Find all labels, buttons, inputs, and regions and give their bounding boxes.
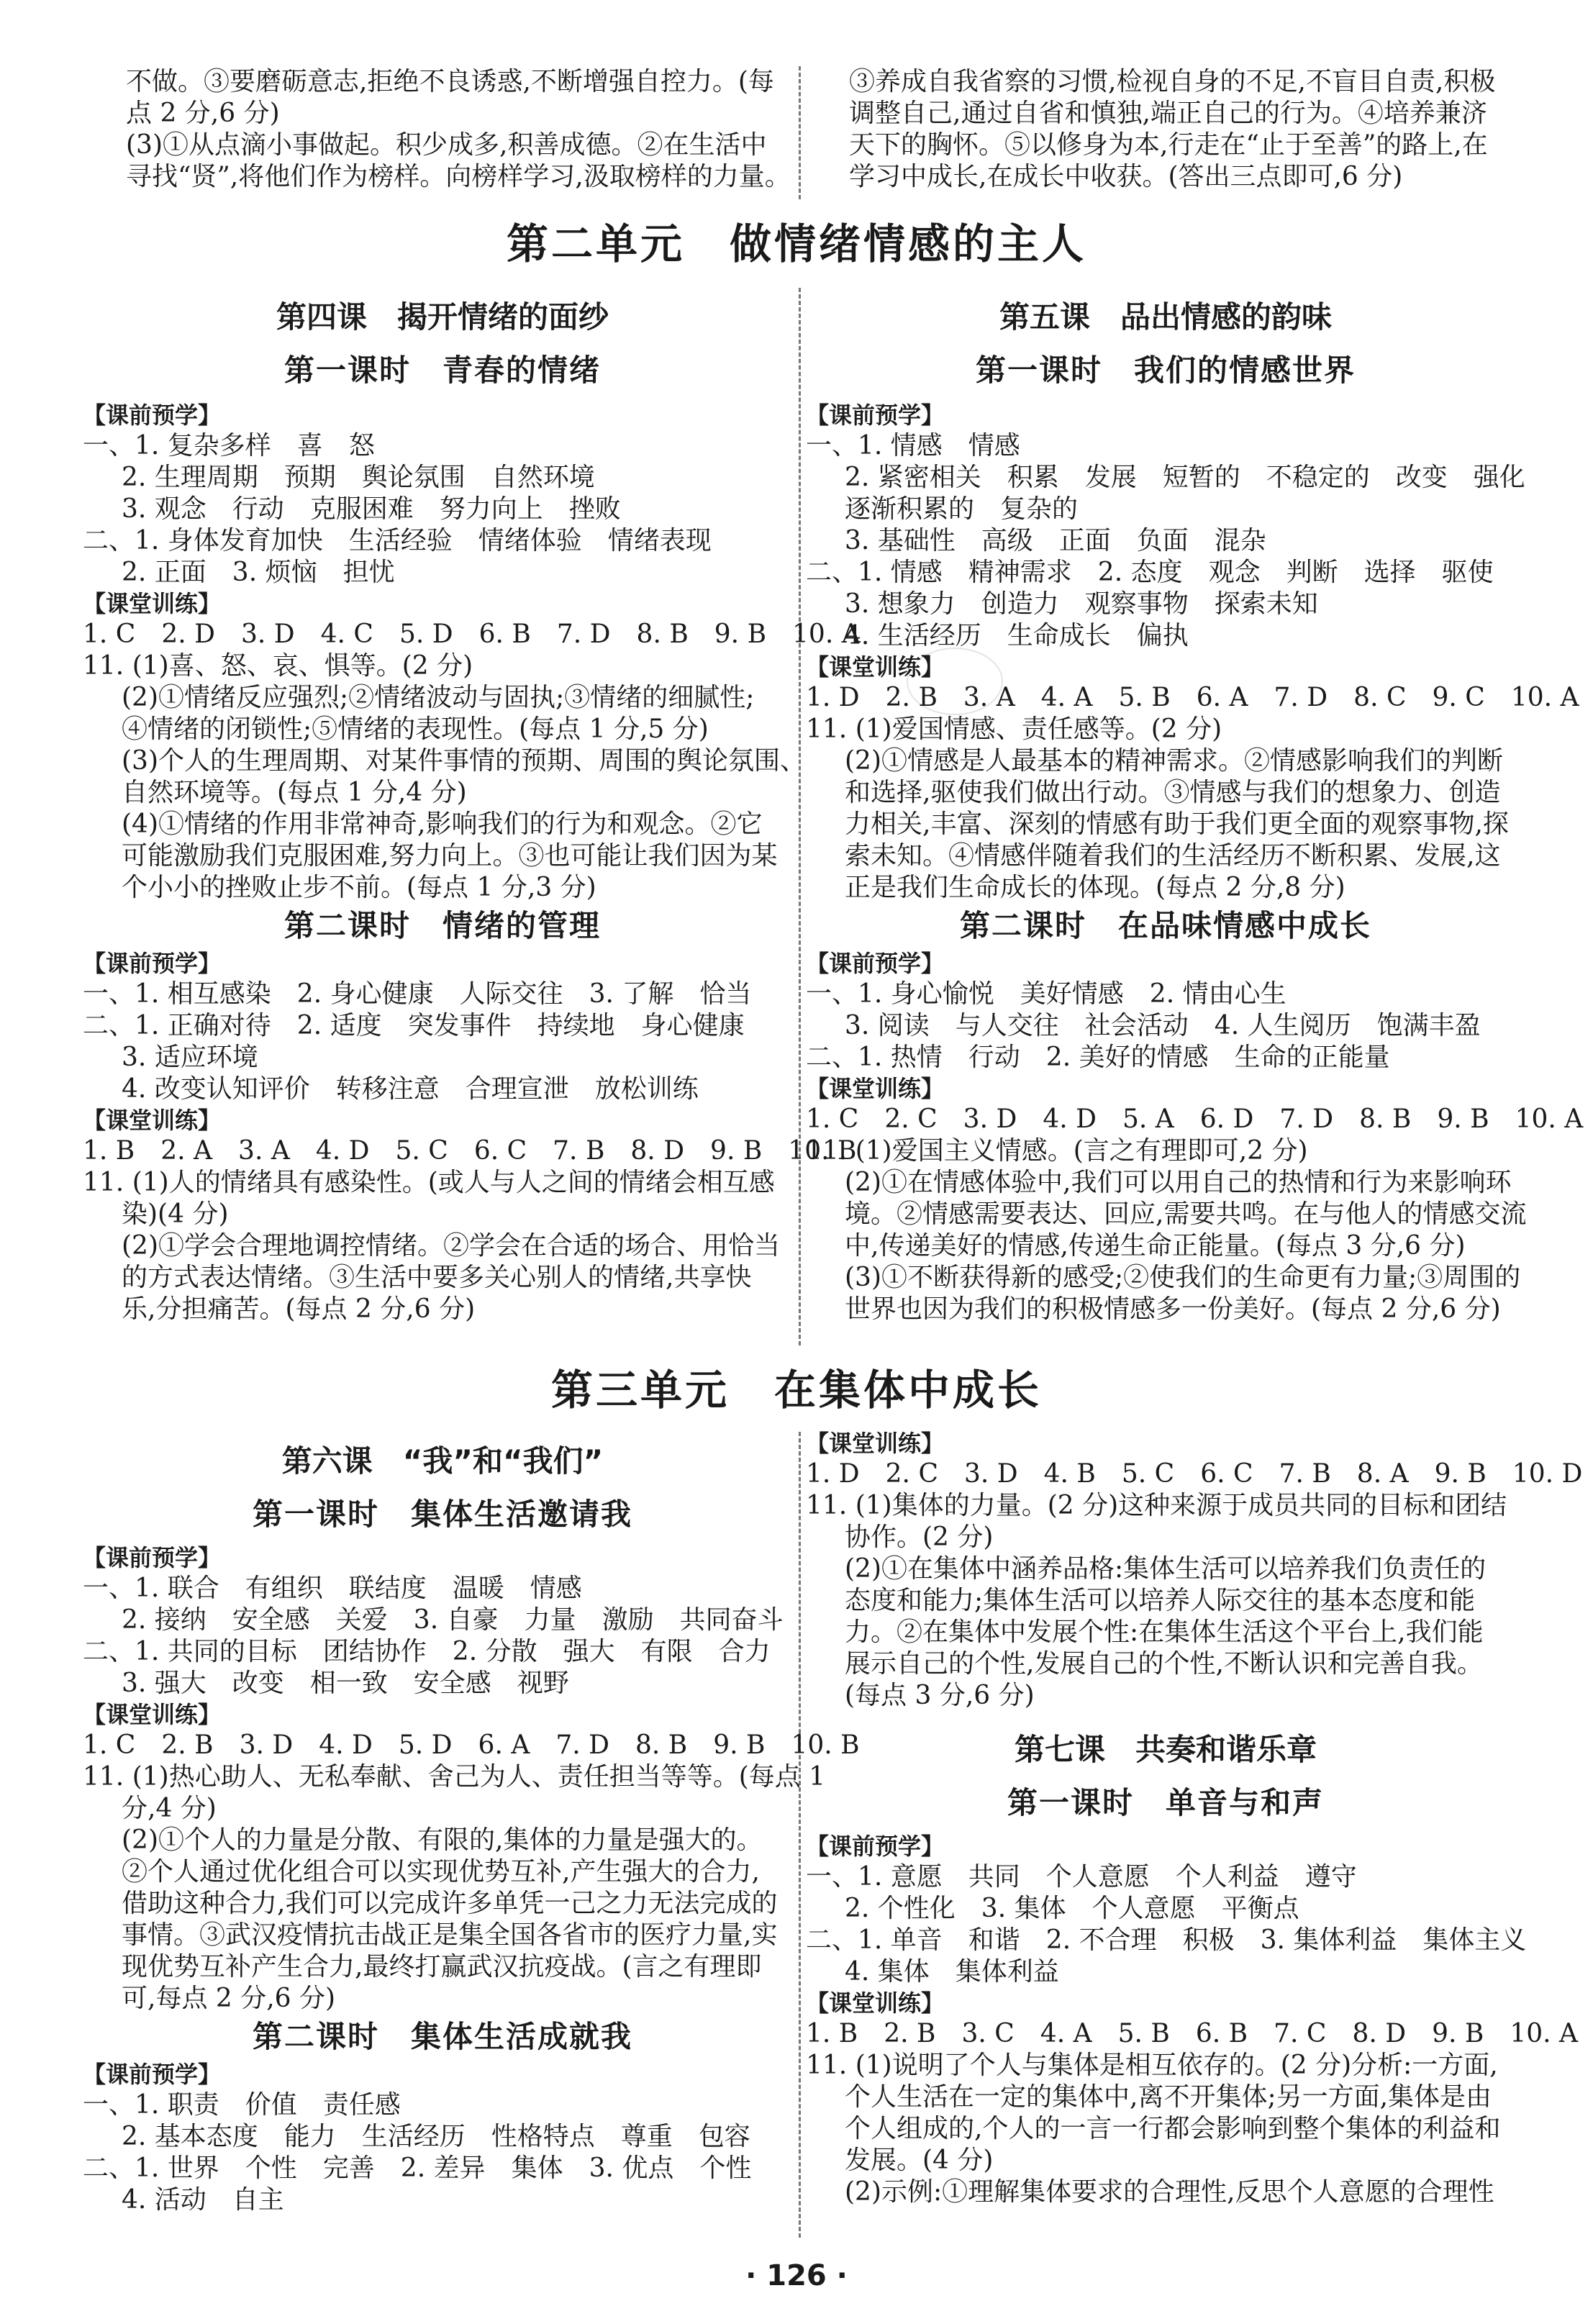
lesson-4-section: [83, 295, 861, 1325]
section-label: 【课前预学】: [83, 950, 222, 977]
text-line: 借助这种合力,我们可以完成许多单凭一己之力无法完成的: [122, 1889, 778, 1918]
section-label: 【课堂训练】: [83, 590, 222, 617]
text-line: (3)①不断获得新的感受;②使我们的生命更有力量;③周围的: [845, 1263, 1521, 1292]
text-line: 3. 适应环境: [122, 1043, 258, 1072]
text-line: (3)个人的生理周期、对某件事情的预期、周围的舆论氛围、: [122, 746, 806, 776]
text-line: 乐,分担痛苦。(每点 2 分,6 分): [122, 1294, 476, 1324]
text-line: 态度和能力;集体生活可以培养人际交往的基本态度和能: [845, 1586, 1476, 1615]
text-line: 2. 个性化 3. 集体 个人意愿 平衡点: [845, 1894, 1299, 1923]
period-title: 第二课时 情绪的管理: [283, 908, 601, 943]
text-line: 力相关,丰富、深刻的情感有助于我们更全面的观察事物,探: [845, 809, 1509, 839]
text-line: (2)①学会合理地调控情绪。②学会在合适的场合、用恰当: [122, 1231, 780, 1261]
text-line: 4. 活动 自主: [122, 2185, 284, 2215]
section-label: 【课堂训练】: [83, 1701, 222, 1728]
text-line: 自然环境等。(每点 1 分,4 分): [122, 778, 467, 807]
text-line: 二、1. 单音 和谐 2. 不合理 积极 3. 集体利益 集体主义: [806, 1925, 1527, 1955]
column-divider: [799, 66, 801, 199]
text-line: 正是我们生命成长的体现。(每点 2 分,8 分): [845, 873, 1345, 902]
text-line: 学习中成长,在成长中收获。(答出三点即可,6 分): [849, 162, 1403, 191]
lesson-title: 第五课 品出情感的韵味: [999, 299, 1332, 335]
answer-row: 1. C 2. D 3. D 4. C 5. D 6. B 7. D 8. B 9. B 10. A: [83, 619, 861, 649]
page-number: · 126 ·: [745, 2259, 848, 2292]
text-line: 3. 基础性 高级 正面 负面 混杂: [845, 526, 1266, 555]
text-line: (2)示例:①理解集体要求的合理性,反思个人意愿的合理性: [845, 2177, 1494, 2207]
text-line: 11. (1)爱国主义情感。(言之有理即可,2 分): [806, 1136, 1308, 1166]
text-line: 2. 正面 3. 烦恼 担忧: [122, 558, 395, 587]
text-line: 个人生活在一定的集体中,离不开集体;另一方面,集体是由: [845, 2082, 1492, 2112]
unit-2-title: 第二单元 做情绪情感的主人: [506, 219, 1086, 268]
text-line: ④情绪的闭锁性;⑤情绪的表现性。(每点 1 分,5 分): [122, 714, 709, 744]
text-line: 11. (1)说明了个人与集体是相互依存的。(2 分)分析:一方面,: [806, 2051, 1498, 2080]
text-line: 二、1. 共同的目标 团结协作 2. 分散 强大 有限 合力: [83, 1637, 771, 1666]
text-line: 11. (1)喜、怒、哀、惧等。(2 分): [83, 651, 473, 681]
section-label: 【课堂训练】: [806, 653, 945, 681]
text-line: 展示自己的个性,发展自己的个性,不断认识和完善自我。: [845, 1649, 1483, 1679]
period-title: 第二课时 在品味情感中成长: [959, 908, 1371, 943]
text-line: 逐渐积累的 复杂的: [845, 494, 1079, 524]
section-label: 【课前预学】: [83, 2061, 222, 2088]
text-line: (4)①情绪的作用非常神奇,影响我们的行为和观念。②它: [122, 809, 763, 839]
text-line: (每点 3 分,6 分): [845, 1681, 1035, 1710]
text-line: 个小小的挫败止步不前。(每点 1 分,3 分): [122, 873, 596, 902]
text-line: 事情。③武汉疫情抗击战正是集全国各省市的医疗力量,实: [122, 1920, 778, 1950]
lesson-6-section: [83, 1439, 860, 2216]
text-line: 和选择,驱使我们做出行动。③情感与我们的想象力、创造: [845, 778, 1501, 807]
text-line: 11. (1)人的情绪具有感染性。(或人与人之间的情绪会相互感: [83, 1168, 775, 1197]
text-line: 11. (1)集体的力量。(2 分)这种来源于成员共同的目标和团结: [806, 1491, 1507, 1520]
lesson-title: 第六课 “我”和“我们”: [281, 1443, 604, 1479]
period-title: 第一课时 我们的情感世界: [975, 353, 1356, 388]
text-line: 境。②情感需要表达、回应,需要共鸣。在与他人的情感交流: [845, 1199, 1527, 1229]
text-line: (2)①个人的力量是分散、有限的,集体的力量是强大的。: [122, 1825, 763, 1855]
text-line: (2)①在集体中涵养品格:集体生活可以培养我们负责任的: [845, 1554, 1487, 1584]
unit-3-title: 第三单元 在集体中成长: [550, 1366, 1042, 1415]
section-label: 【课堂训练】: [806, 1989, 945, 2017]
text-line: (3)①从点滴小事做起。积少成多,积善成德。②在生活中: [126, 130, 767, 160]
text-line: ③养成自我省察的习惯,检视自身的不足,不盲目自责,积极: [849, 67, 1496, 96]
answer-row: 1. C 2. C 3. D 4. D 5. A 6. D 7. D 8. B 9. B 10. A: [806, 1104, 1584, 1134]
text-line: 索未知。④情感伴随着我们的生活经历不断积累、发展,这: [845, 841, 1501, 871]
text-line: 3. 阅读 与人交往 社会活动 4. 人生阅历 饱满丰盈: [845, 1011, 1481, 1040]
text-line: 3. 想象力 创造力 观察事物 探索未知: [845, 589, 1318, 619]
section-label: 【课前预学】: [806, 950, 945, 977]
text-line: 二、1. 身体发育加快 生活经验 情绪体验 情绪表现: [83, 526, 712, 555]
text-line: 发展。(4 分): [845, 2146, 994, 2175]
lesson-title: 第七课 共奏和谐乐章: [1014, 1732, 1317, 1767]
text-line: 天下的胸怀。⑤以修身为本,行走在“止于至善”的路上,在: [849, 130, 1488, 160]
section-label: 【课堂训练】: [806, 1075, 945, 1102]
top-left-continuation: [126, 66, 802, 193]
text-line: 4. 集体 集体利益: [845, 1957, 1059, 1987]
text-line: 二、1. 正确对待 2. 适度 突发事件 持续地 身心健康: [83, 1011, 745, 1040]
text-line: (2)①在情感体验中,我们可以用自己的热情和行为来影响环: [845, 1168, 1512, 1197]
section-label: 【课堂训练】: [83, 1107, 222, 1134]
text-line: ②个人通过优化组合可以实现优势互补,产生强大的合力,: [122, 1857, 760, 1887]
text-line: 一、1. 联合 有组织 联结度 温暖 情感: [83, 1574, 582, 1603]
text-line: 一、1. 复杂多样 喜 怒: [83, 431, 375, 460]
section-label: 【课前预学】: [83, 401, 222, 429]
text-line: (2)①情感是人最基本的精神需求。②情感影响我们的判断: [845, 746, 1503, 776]
text-line: 可,每点 2 分,6 分): [122, 1984, 336, 2013]
text-line: 分,4 分): [122, 1794, 217, 1823]
section-label: 【课前预学】: [806, 401, 945, 429]
section-label: 【课堂训练】: [806, 1430, 945, 1457]
text-line: 一、1. 身心愉悦 美好情感 2. 情由心生: [806, 979, 1286, 1009]
period-title: 第一课时 单音与和声: [1007, 1785, 1324, 1820]
lesson-5-section: [806, 295, 1584, 1325]
text-line: 世界也因为我们的积极情感多一份美好。(每点 2 分,6 分): [845, 1294, 1501, 1324]
text-line: 的方式表达情绪。③生活中要多关心别人的情绪,共享快: [122, 1263, 752, 1292]
text-line: 二、1. 世界 个性 完善 2. 差异 集体 3. 优点 个性: [83, 2153, 752, 2183]
text-line: 一、1. 意愿 共同 个人意愿 个人利益 遵守: [806, 1862, 1357, 1892]
text-line: (2)①情绪反应强烈;②情绪波动与固执;③情绪的细腻性;: [122, 683, 755, 712]
text-line: 11. (1)爱国情感、责任感等。(2 分): [806, 714, 1222, 744]
text-line: 调整自己,通过自省和慎独,端正自己的行为。④培养兼济: [849, 99, 1487, 128]
text-line: 不做。③要磨砺意志,拒绝不良诱惑,不断增强自控力。(每: [126, 67, 774, 96]
answer-row: 1. D 2. B 3. A 4. A 5. B 6. A 7. D 8. C 9. C 10. A: [806, 683, 1579, 712]
lesson-title: 第四课 揭开情绪的面纱: [276, 299, 609, 335]
text-line: 4. 改变认知评价 转移注意 合理宣泄 放松训练: [122, 1074, 699, 1104]
period-title: 第一课时 集体生活邀请我: [252, 1497, 632, 1532]
period-title: 第二课时 集体生活成就我: [252, 2019, 632, 2054]
answer-row: 1. C 2. B 3. D 4. D 5. D 6. A 7. D 8. B 9. B 10. B: [83, 1730, 860, 1760]
text-line: 可能激励我们克服困难,努力向上。③也可能让我们因为某: [122, 841, 778, 871]
top-right-continuation: [849, 66, 1525, 193]
text-line: 二、1. 情感 精神需求 2. 态度 观念 判断 选择 驱使: [806, 558, 1494, 587]
period-title: 第一课时 青春的情绪: [283, 353, 601, 388]
section-label: 【课前预学】: [806, 1833, 945, 1860]
text-line: 2. 生理周期 预期 舆论氛围 自然环境: [122, 463, 595, 492]
text-line: 寻找“贤”,将他们作为榜样。向榜样学习,汲取榜样的力量。: [126, 162, 791, 191]
text-line: 现优势互补产生合力,最终打赢武汉抗疫战。(言之有理即: [122, 1952, 762, 1982]
text-line: 染)(4 分): [122, 1199, 229, 1229]
text-line: 一、1. 职责 价值 责任感: [83, 2090, 401, 2120]
text-line: 中,传递美好的情感,传递生命正能量。(每点 3 分,6 分): [845, 1231, 1466, 1261]
answer-row: 1. B 2. B 3. C 4. A 5. B 6. B 7. C 8. D 9. B 10. A: [806, 2019, 1579, 2048]
text-line: 点 2 分,6 分): [126, 99, 280, 128]
answer-row: 1. D 2. C 3. D 4. B 5. C 6. C 7. B 8. A 9. B 10. D: [806, 1459, 1583, 1489]
text-line: 4. 生活经历 生命成长 偏执: [845, 621, 1189, 650]
text-line: 2. 基本态度 能力 生活经历 性格特点 尊重 包容: [122, 2122, 750, 2151]
lesson-6-period-2-training: [806, 1428, 1583, 2208]
text-line: 一、1. 相互感染 2. 身心健康 人际交往 3. 了解 恰当: [83, 979, 752, 1009]
text-line: 2. 紧密相关 积累 发展 短暂的 不稳定的 改变 强化: [845, 463, 1525, 492]
text-line: 二、1. 热情 行动 2. 美好的情感 生命的正能量: [806, 1043, 1390, 1072]
text-line: 协作。(2 分): [845, 1522, 994, 1552]
text-line: 个人组成的,个人的一言一行都会影响到整个集体的利益和: [845, 2114, 1501, 2143]
text-line: 力。②在集体中发展个性:在集体生活这个平台上,我们能: [845, 1617, 1484, 1647]
text-line: 一、1. 情感 情感: [806, 431, 1020, 460]
text-line: 11. (1)热心助人、无私奉献、舍己为人、责任担当等等。(每点 1: [83, 1762, 826, 1792]
answer-row: 1. B 2. A 3. A 4. D 5. C 6. C 7. B 8. D 9. B 10. B: [83, 1136, 857, 1166]
text-line: 3. 观念 行动 克服困难 努力向上 挫败: [122, 494, 621, 524]
text-line: 2. 接纳 安全感 关爱 3. 自豪 力量 激励 共同奋斗: [122, 1605, 784, 1635]
section-label: 【课前预学】: [83, 1544, 222, 1571]
text-line: 3. 强大 改变 相一致 安全感 视野: [122, 1669, 569, 1698]
